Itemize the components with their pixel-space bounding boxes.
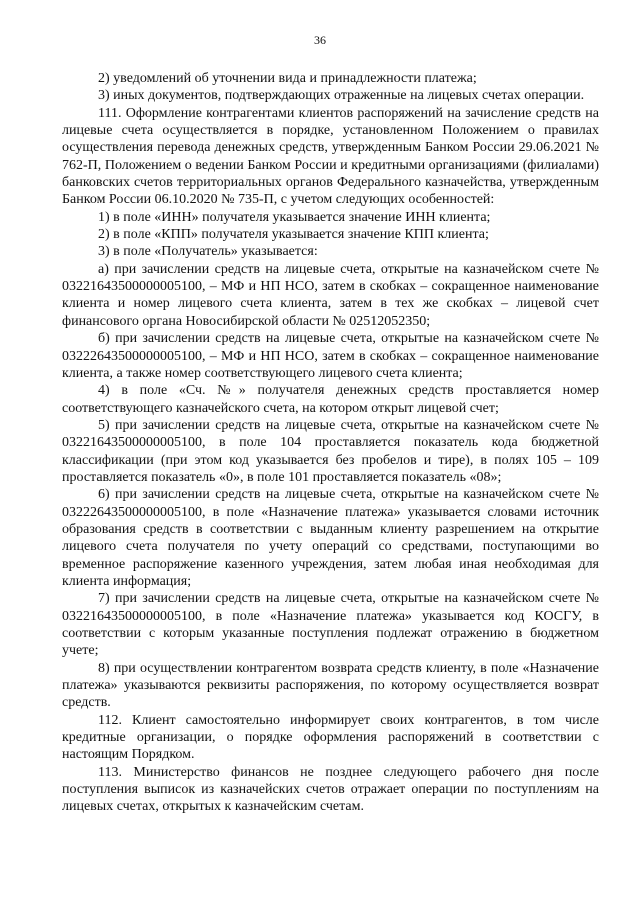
paragraph-111-item-7: 7) при зачислении средств на лицевые счета, открытые на казначейском счете № 03221643500000005100, в поле «Назначение платежа» указывается код КОСГУ, в соответствии с которым указанные поступления подлежат отражению в бюджетном учете; [62,591,599,659]
paragraph-111-item-3-recipient: 3) в поле «Получатель» указывается: [98,244,318,260]
paragraph-111-item-2-kpp: 2) в поле «КПП» получателя указывается значение КПП клиента; [98,227,489,243]
paragraph-item-3-other-documents: 3) иных документов, подтверждающих отраженные на лицевых счетах операции. [98,88,585,104]
paragraph-111-item-6: 6) при зачислении средств на лицевые счета, открытые на казначейском счете № 03222643500000005100, в поле «Назначение платежа» указывается словами источник образования средств в соответствии с выданным клиенту разрешением на открытие лицевого счета получателя по учету операций со средствами, поступающими во временное распоряжение казенного учреждения, затем любая иная необходимая для клиента информация; [62,487,599,589]
paragraph-111-item-3a: а) при зачислении средств на лицевые счета, открытые на казначейском счете № 03221643500000005100, – МФ и НП НСО, затем в скобках – сокращенное наименование клиента и номер лицевого счета клиента, затем в тех же скобках – лицевой счет финансового органа Новосибирской области № 02512052350; [62,261,599,329]
paragraph-111: 111. Оформление контрагентами клиентов распоряжений на зачисление средств на лицевые счета осуществляется в порядке, установленном Положением о правилах осуществления перевода денежных средств, утвержденным Банком России 29.06.2021 № 762-П, Положением о ведении Банком России и кредитными организациями (филиалами) банковских счетов территориальных органов Федерального казначейства, утвержденным Банком России 06.10.2020 № 735-П, с учетом следующих особенностей: [62,105,599,208]
paragraph-111-item-5: 5) при зачислении средств на лицевые счета, открытые на казначейском счете № 03221643500000005100, в поле 104 проставляется показатель кода бюджетной классификации (при этом код указывается без пробелов и тире), в полях 105 – 109 проставляется показатель «0», в поле 101 проставляется показатель «08»; [62,417,599,485]
page-number: 36 [314,33,326,47]
paragraph-111-item-3b: б) при зачислении средств на лицевые счета, открытые на казначейском счете № 03222643500000005100, – МФ и НП НСО, затем в скобках – сокращенное наименование клиента, а также номер соответствующего лицевого счета клиента; [62,331,599,381]
paragraph-111-item-8: 8) при осуществлении контрагентом возврата средств клиенту, в поле «Назначение платежа» указываются реквизиты распоряжения, по которому осуществляется возврат средств. [62,660,599,711]
paragraph-113: 113. Министерство финансов не позднее следующего рабочего дня после поступления выписок из казначейских счетов отражает операции по поступлениям на лицевых счетах, открытых к казначейским счетам. [62,764,599,815]
paragraph-111-item-4: 4) в поле «Сч. №» получателя денежных средств проставляется номер соответствующего казначейского счета, на котором открыт лицевой счет; [62,383,599,416]
paragraph-111-item-1-inn: 1) в поле «ИНН» получателя указывается значение ИНН клиента; [98,209,491,225]
paragraph-item-2-notifications: 2) уведомлений об уточнении вида и принадлежности платежа; [98,71,477,86]
document-body [62,70,599,816]
paragraph-112: 112. Клиент самостоятельно информирует своих контрагентов, в том числе кредитные организации, о порядке оформления распоряжений в соответствии с настоящим Порядком. [62,712,599,763]
